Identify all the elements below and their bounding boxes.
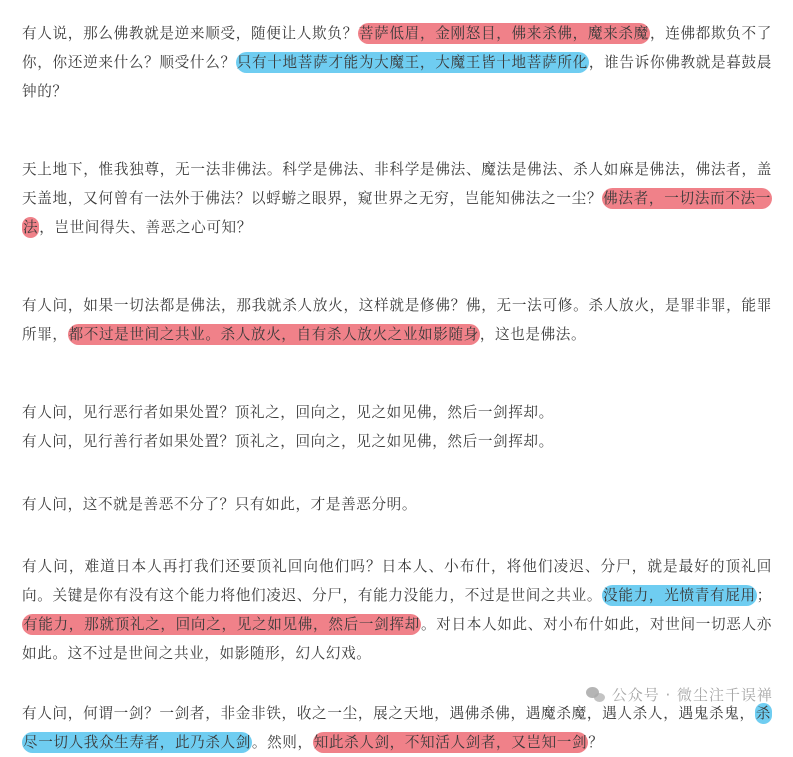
paragraph-text: ，岂世间得失、善恶之心可知？ [39, 219, 252, 236]
paragraph [22, 398, 772, 427]
article-body [22, 0, 772, 757]
paragraph [22, 291, 772, 349]
highlight-blue: 只有十地菩萨才能为大魔王，大魔王皆十地菩萨所化 [236, 54, 588, 71]
paragraph-text: 有人问，难道日本人再打我们还要顶礼回向他们吗？日本人、小布什，将他们凌迟、分尸，就是最好的顶礼回向。关键是你有没有这个能力将他们凌迟、分尸，有能力没能力，不过是世间之共业。 [22, 558, 772, 604]
paragraph-text: 有人问，如果一切法都是佛法，那我就杀人放火，这样就是修佛？佛，无一法可修。杀人放火，是罪非罪，能罪所罪， [22, 297, 772, 343]
paragraph-text: 。然则， [251, 734, 313, 751]
paragraph-text: 。对日本人如此、对小布什如此，对世间一切恶人亦如此。这不过是世间之共业，如影随形，幻人幻戏。 [22, 616, 772, 662]
paragraph [22, 552, 772, 668]
paragraph [22, 490, 772, 519]
paragraph [22, 427, 772, 456]
paragraph-text: ？ [588, 734, 604, 751]
highlight-red: 都不过是世间之共业。杀人放火，自有杀人放火之业如影随身 [68, 326, 479, 343]
watermark-text: 公众号 · 微尘注千误禅 [611, 686, 773, 704]
paragraph-text: 有人问，这不就是善恶不分了？只有如此，才是善恶分明。 [22, 496, 418, 513]
paragraph [22, 699, 772, 757]
paragraph [22, 155, 772, 242]
paragraph [22, 19, 772, 106]
highlight-red: 有能力，那就顶礼之，回向之，见之如见佛，然后一剑挥却 [23, 616, 420, 633]
highlight-red: 菩萨低眉，金刚怒目，佛来杀佛，魔来杀魔 [358, 25, 649, 42]
paragraph-text: ，连佛都欺负不了你，你还逆来什么？顺受什么？ [22, 25, 772, 71]
paragraph-text: 有人问，见行恶行者如果处置？顶礼之，回向之，见之如见佛，然后一剑挥却。 [22, 404, 554, 421]
paragraph-text: 有人问，何谓一剑？一剑者，非金非铁，收之一尘，展之天地，遇佛杀佛，遇魔杀魔，遇人杀人，遇鬼杀鬼， [22, 705, 755, 722]
highlight-red: 知此杀人剑，不知活人剑者，又岂知一剑 [313, 734, 588, 751]
paragraph-text: 天上地下，惟我独尊，无一法非佛法。科学是佛法、非科学是佛法、魔法是佛法、杀人如麻是佛法，佛法者，盖天盖地，又何曾有一法外于佛法？以蜉蝣之眼界，窥世界之无穷，岂能知佛法之一尘？ [22, 161, 772, 207]
highlight-red: 佛法者，一切法而不法一法 [23, 190, 771, 236]
paragraph-text: ，这也是佛法。 [479, 326, 587, 343]
paragraph-text: 有人问，见行善行者如果处置？顶礼之，回向之，见之如见佛，然后一剑挥却。 [22, 433, 554, 450]
paragraph-text: ，谁告诉你佛教就是暮鼓晨钟的？ [22, 54, 772, 100]
highlight-blue: 杀尽一切人我众生寿者，此乃杀人剑 [23, 705, 771, 751]
paragraph-text: 有人说，那么佛教就是逆来顺受，随便让人欺负？ [22, 25, 358, 42]
highlight-blue: 没能力，光愤青有屁用 [603, 587, 756, 604]
paragraph-text: ； [756, 587, 772, 604]
